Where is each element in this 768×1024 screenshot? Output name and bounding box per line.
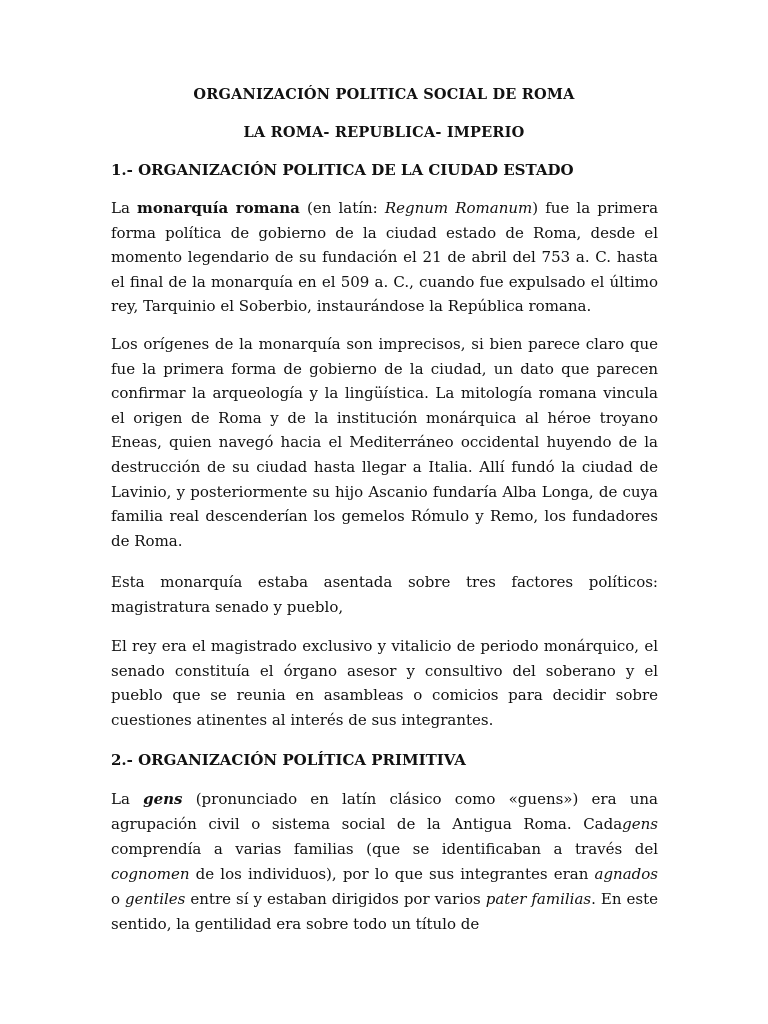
paragraph-5-text-6: entre sí y estaban dirigidos por varios: [185, 890, 486, 908]
paragraph-5: [111, 787, 658, 937]
section-2-heading: 2.- ORGANIZACIÓN POLÍTICA PRIMITIVA: [111, 751, 466, 769]
paragraph-5-italic-gentiles: gentiles: [125, 890, 186, 908]
paragraph-5-text-4: de los individuos), por lo que sus integrantes eran: [189, 865, 595, 883]
section-1-heading: 1.- ORGANIZACIÓN POLITICA DE LA CIUDAD ESTADO: [111, 161, 574, 179]
paragraph-1-text-2: (en latín:: [299, 199, 385, 217]
paragraph-1-bold-term: monarquía romana: [137, 199, 300, 217]
paragraph-1-italic-term: Regnum Romanum: [384, 199, 533, 217]
paragraph-5-bold-italic-term: gens: [143, 790, 183, 808]
paragraph-5-text-2: (pronunciado en latín clásico como «guens») era una agrupación civil o sistema social de la Antigua Roma. Cada: [111, 790, 658, 833]
paragraph-1-text-1: La: [111, 199, 137, 217]
paragraph-4: El rey era el magistrado exclusivo y vitalicio de periodo monárquico, el senado constituía el órgano asesor y consultivo del soberano y el pueblo que se reunia en asambleas o comicios para decidir sobre cuestiones atinentes al interés de sus integrantes.: [111, 637, 658, 729]
paragraph-5-italic-pater-familias: pater familias: [485, 890, 592, 908]
document-title: ORGANIZACIÓN POLITICA SOCIAL DE ROMA: [193, 86, 575, 103]
document-subtitle: LA ROMA- REPUBLICA- IMPERIO: [243, 124, 525, 141]
paragraph-2: Los orígenes de la monarquía son imprecisos, si bien parece claro que fue la primera forma de gobierno de la ciudad, un dato que parecen confirmar la arqueología y la lingüística. La mitología romana vincula el origen de Roma y de la institución monárquica al héroe troyano Eneas, quien navegó hacia el Mediterráneo occidental huyendo de la destrucción de su ciudad hasta llegar a Italia. Allí fundó la ciudad de Lavinio, y posteriormente su hijo Ascanio fundaría Alba Longa, de cuya familia real descenderían los gemelos Rómulo y Remo, los fundadores de Roma.: [111, 335, 658, 550]
paragraph-5-italic-agnados: agnados: [594, 865, 658, 883]
paragraph-5-italic-cognomen: cognomen: [111, 865, 190, 883]
paragraph-5-text-1: La: [111, 790, 144, 808]
paragraph-1: [111, 196, 658, 319]
paragraph-3: Esta monarquía estaba asentada sobre tres factores políticos: magistratura senado y pueblo,: [111, 573, 658, 616]
paragraph-1-text-3: ) fue la primera forma política de gobierno de la ciudad estado de Roma, desde el momento legendario de su fundación el 21 de abril del 753 a. C. hasta el final de la monarquía en el 509 a. C., cuando fue expulsado el último rey, Tarquinio el Soberbio, instaurándose la República romana.: [111, 199, 659, 316]
paragraph-5-italic-gens: gens: [622, 815, 658, 833]
paragraph-5-text-3: comprendía a varias familias (que se identificaban a través del: [111, 840, 658, 858]
paragraph-5-text-5: o: [111, 890, 126, 908]
paragraph-5-text-7: . En este sentido, la gentilidad era sobre todo un título de: [111, 890, 658, 933]
